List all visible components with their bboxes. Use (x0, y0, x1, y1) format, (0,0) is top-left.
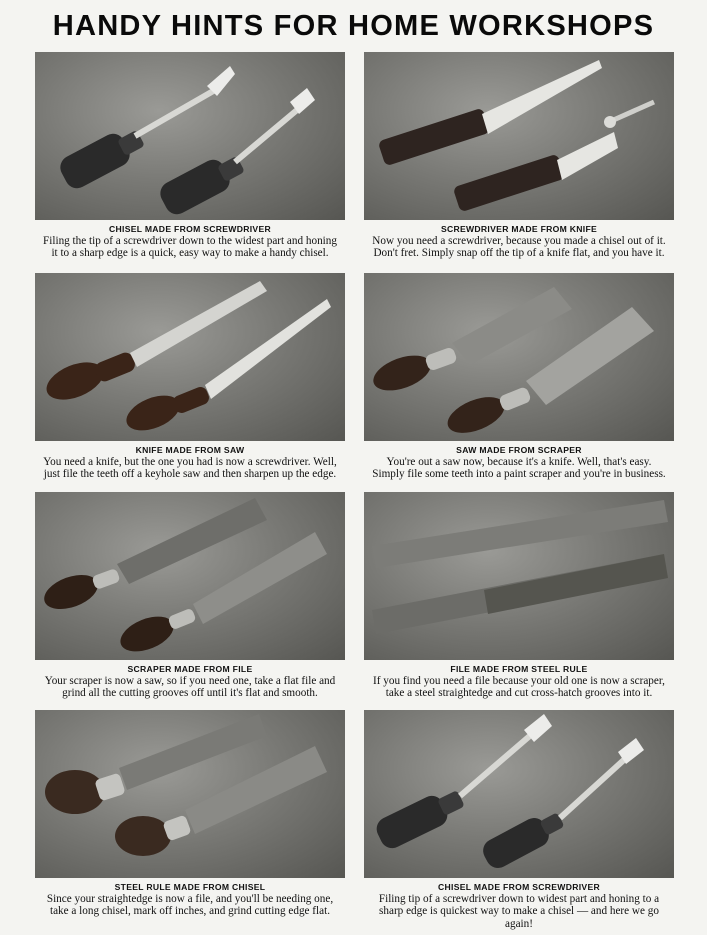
page-title: HANDY HINTS FOR HOME WORKSHOPS (52, 10, 655, 42)
photo-file-scraper (35, 492, 345, 660)
knife-screwdriver-illustration (364, 52, 674, 220)
hint-text: Your scraper is now a saw, so if you need one, take a flat file and grind all the cutting grooves off until it's flat and smooth. (44, 675, 336, 700)
photo-screwdrivers-chisel (35, 52, 345, 220)
hint-text: Filing the tip of a screwdriver down to the widest part and honing it to a sharp edge is a quick, easy way to make a handy chisel. (43, 235, 337, 260)
hint-caption: KNIFE MADE FROM SAW (135, 445, 245, 455)
hint-caption: CHISEL MADE FROM SCREWDRIVER (109, 224, 271, 234)
hint-chisel-from-screwdriver-again (364, 710, 674, 930)
hint-caption: SCREWDRIVER MADE FROM KNIFE (440, 224, 598, 234)
hint-screwdriver-from-knife (364, 52, 674, 260)
hint-text: You need a knife, but the one you had is now a screwdriver. Well, just file the teeth off a keyhole saw and then sharpen up the edge. (43, 456, 337, 481)
photo-saw-knife (35, 273, 345, 441)
hint-knife-from-saw (35, 273, 345, 481)
hint-file-from-steel-rule (364, 492, 674, 700)
steel-rule-file-illustration (364, 492, 674, 660)
photo-steel-rules (364, 492, 674, 660)
hint-steel-rule-from-chisel (35, 710, 345, 918)
hint-text: If you find you need a file because your old one is now a scraper, take a steel straightedge and cut cross-hatch grooves into it. (373, 675, 665, 700)
hint-text: Now you need a screwdriver, because you made a chisel out of it. Don't fret. Simply snap off the tip of a knife flat, and you have it. (372, 235, 666, 260)
photo-scrapers (364, 273, 674, 441)
screwdriver-chisel-again-illustration (364, 710, 674, 878)
hint-caption: FILE MADE FROM STEEL RULE (450, 664, 588, 674)
hint-caption: STEEL RULE MADE FROM CHISEL (114, 882, 266, 892)
file-scraper-illustration (35, 492, 345, 660)
photo-screwdrivers-again (364, 710, 674, 878)
hint-caption: SAW MADE FROM SCRAPER (456, 445, 582, 455)
chisel-rule-illustration (35, 710, 345, 878)
hint-text: Filing tip of a screwdriver down to widest part and honing to a sharp edge is quickest way to make a chisel — and here we go again! (378, 893, 660, 930)
photo-knives (364, 52, 674, 220)
hint-text: You're out a saw now, because it's a knife. Well, that's easy. Simply file some teeth into a paint scraper and you're in business. (372, 456, 666, 481)
hint-scraper-from-file (35, 492, 345, 700)
photo-chisels (35, 710, 345, 878)
hint-saw-from-scraper (364, 273, 674, 481)
scraper-saw-illustration (364, 273, 674, 441)
hint-text: Since your straightedge is now a file, and you'll be needing one, take a long chisel, mark off inches, and grind cutting edge flat. (46, 893, 334, 918)
hint-chisel-from-screwdriver (35, 52, 345, 260)
hint-caption: SCRAPER MADE FROM FILE (127, 664, 253, 674)
screwdriver-chisel-illustration (35, 52, 345, 220)
saw-knife-illustration (35, 273, 345, 441)
hint-caption: CHISEL MADE FROM SCREWDRIVER (438, 882, 600, 892)
